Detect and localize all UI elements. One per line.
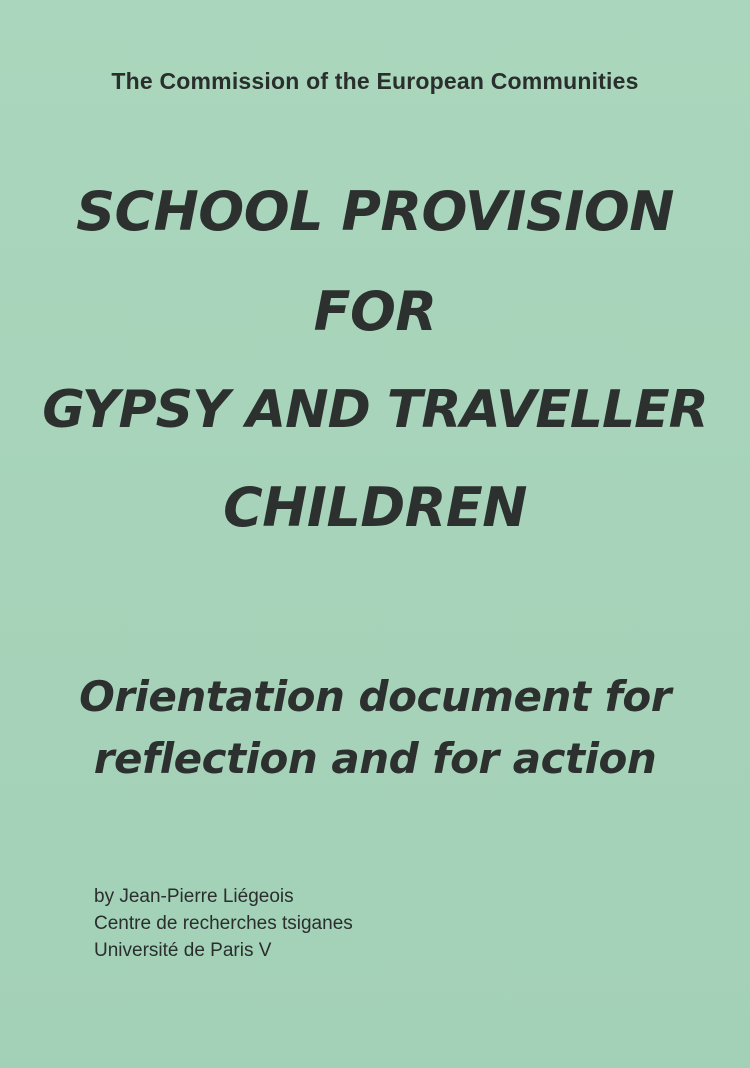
subtitle-line-2: reflection and for action (93, 734, 657, 783)
author-name: by Jean-Pierre Liégeois (94, 886, 294, 907)
author-institution: Centre de recherches tsiganes (94, 913, 353, 934)
author-block (94, 883, 353, 964)
title-line-1: SCHOOL PROVISION (76, 180, 674, 243)
publisher-name: The Commission of the European Communities (111, 68, 639, 94)
subtitle-line-1: Orientation document for (79, 672, 671, 721)
title-line-2: FOR (313, 280, 437, 343)
title-line-3: GYPSY AND TRAVELLER (42, 380, 708, 440)
author-university: Université de Paris V (94, 940, 272, 961)
title-line-4: CHILDREN (223, 476, 527, 539)
